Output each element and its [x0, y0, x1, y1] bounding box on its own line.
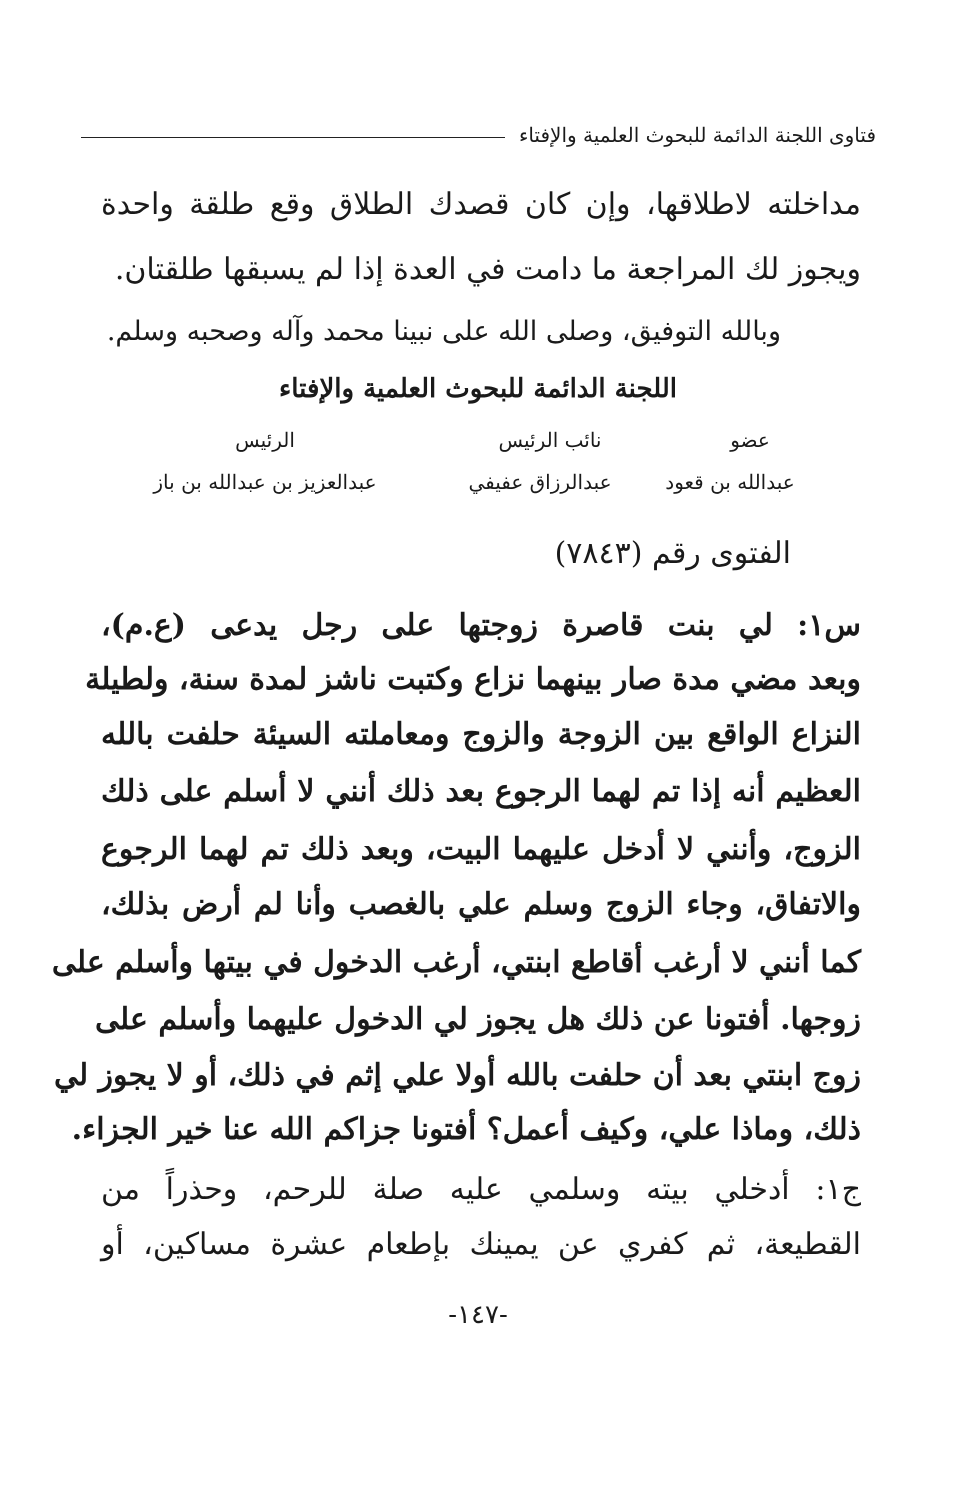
question-line-8: زوجها. أفتونا عن ذلك هل يجوز لي الدخول عليهما وأسلم على [95, 1002, 861, 1037]
committee-name: اللجنة الدائمة للبحوث العلمية والإفتاء [279, 374, 677, 404]
question-line-7: كما أنني لا أرغب أقاطع ابنتي، أرغب الدخول في بيتها وأسلم على [51, 945, 861, 980]
question-line-5: الزوج، وأنني لا أدخل عليهما البيت، وبعد ذلك تم لهما الرجوع [101, 832, 861, 867]
question-line-9: زوج ابنتي بعد أن حلفت بالله أولا علي إثم في ذلك، أو لا يجوز لي [53, 1058, 861, 1093]
previous-answer-line-2: ويجوز لك المراجعة ما دامت في العدة إذا لم يسبقها طلقتان. [114, 252, 861, 287]
question-line-3: النزاع الواقع بين الزوجة والزوج ومعاملته السيئة حلفت بالله [101, 717, 861, 752]
question-line-1: س١: لي بنت قاصرة زوجتها على رجل يدعى (ع.م)، [101, 608, 861, 643]
name-vice-president: عبدالرزاق عفيفي [468, 470, 612, 494]
question-line-10: ذلك، وماذا علي، وكيف أعمل؟ أفتونا جزاكم الله عنا خير الجزاء. [71, 1112, 861, 1147]
answer-line-2: القطيعة، ثم كفري عن يمينك بإطعام عشرة مساكين، أو [101, 1227, 861, 1262]
page-number: -١٤٧- [448, 1300, 508, 1330]
fatwa-number: الفتوى رقم (٧٨٤٣) [554, 536, 791, 571]
role-member: عضو [730, 428, 770, 452]
running-header [81, 115, 876, 155]
question-line-4: العظيم أنه إذا تم لهما الرجوع بعد ذلك أنني لا أسلم على ذلك [101, 774, 861, 809]
previous-answer-closing: وبالله التوفيق، وصلى الله على نبينا محمد وآله وصحبه وسلم. [106, 316, 781, 347]
signature-roles-row [0, 428, 956, 460]
previous-answer-line-1: مداخلته لاطلاقها، وإن كان قصدك الطلاق وقع طلقة واحدة [101, 187, 861, 222]
answer-line-1: ج١: أدخلي بيته وسلمي عليه صلة للرحم، وحذراً من [101, 1172, 861, 1207]
running-header-title: فتاوى اللجنة الدائمة للبحوث العلمية والإفتاء [518, 123, 876, 147]
role-vice-president: نائب الرئيس [498, 428, 602, 452]
question-line-2: وبعد مضي مدة صار بينهما نزاع وكتبت ناشز لمدة سنة، ولطيلة [85, 662, 861, 697]
question-line-6: والاتفاق، وجاء الزوج وسلم علي بالغصب وأنا لم أرض بذلك، [101, 887, 861, 922]
name-president: عبدالعزيز بن عبدالله بن باز [153, 470, 377, 494]
role-president: الرئيس [235, 428, 295, 452]
header-rule [81, 137, 505, 138]
signature-names-row [0, 470, 956, 502]
name-member: عبدالله بن قعود [665, 470, 795, 494]
